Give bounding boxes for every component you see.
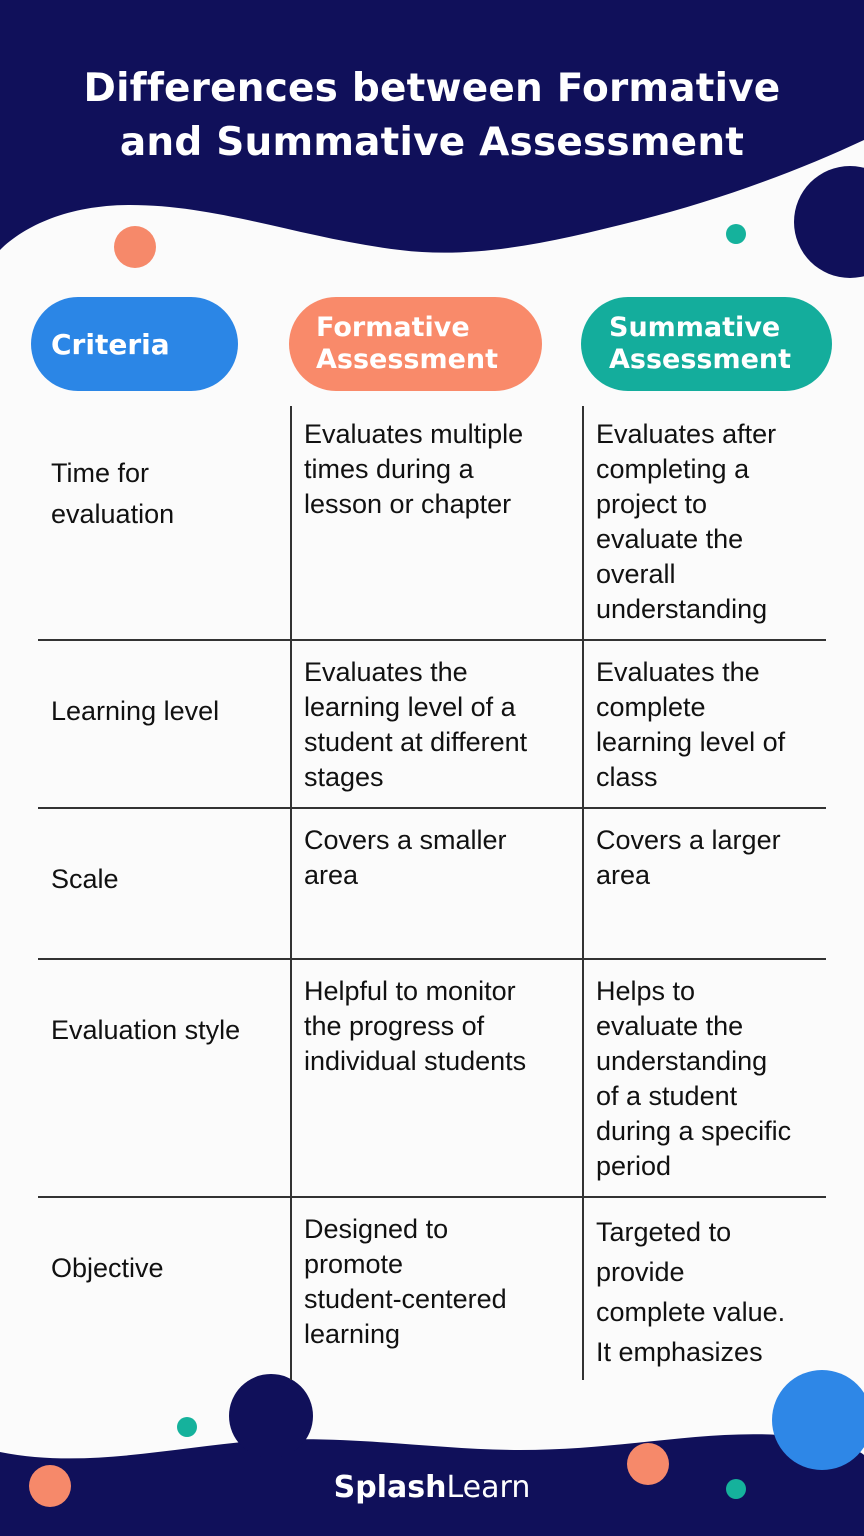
- formative-header-line-2: Assessment: [316, 344, 499, 375]
- row-4-summative-line: during a specific: [596, 1116, 792, 1146]
- row-5-formative-line: learning: [304, 1319, 401, 1349]
- summative-header-line-2: Assessment: [609, 344, 792, 375]
- formative-header-line-1: Formative: [316, 312, 470, 343]
- row-5-formative: [304, 1212, 572, 1352]
- row-1-criteria-line: evaluation: [51, 499, 175, 529]
- row-4-formative-line: individual students: [304, 1046, 527, 1076]
- row-1-summative-line: project to: [596, 489, 708, 519]
- criteria-header-label: Criteria: [51, 327, 170, 361]
- row-2-criteria-line: Learning level: [51, 696, 220, 726]
- row-1-formative-line: Evaluates multiple: [304, 419, 524, 449]
- teal-dot-bottom-left: [177, 1417, 197, 1437]
- row-2-formative-line: Evaluates the: [304, 657, 468, 687]
- row-4-summative-line: period: [596, 1151, 672, 1181]
- row-4-formative-line: the progress of: [304, 1011, 485, 1041]
- navy-circle-top-right: [794, 166, 864, 278]
- row-3-summative-line: Covers a larger: [596, 825, 781, 855]
- title-line-1: Differences between Formative: [83, 66, 781, 111]
- summative-header: [581, 297, 832, 391]
- formative-header: [289, 297, 542, 391]
- brand-bold: Splash: [333, 1470, 447, 1505]
- row-1-summative: [596, 417, 826, 627]
- row-4-formative-line: Helpful to monitor: [304, 976, 516, 1006]
- column-divider-2: [582, 406, 584, 1380]
- navy-circle-bottom: [229, 1374, 313, 1458]
- row-divider-1: [38, 639, 826, 641]
- row-3-formative: [304, 823, 572, 893]
- column-divider-1: [290, 406, 292, 1380]
- row-1-summative-line: overall: [596, 559, 676, 589]
- row-3-formative-line: area: [304, 860, 359, 890]
- row-4-formative: [304, 974, 572, 1079]
- row-2-formative: [304, 655, 572, 795]
- criteria-header: [31, 297, 238, 391]
- row-5-summative-line: Targeted to: [596, 1217, 732, 1247]
- row-4-summative: [596, 974, 826, 1184]
- row-1-criteria-line: Time for: [51, 458, 150, 488]
- summative-header-line-1: Summative: [609, 312, 781, 343]
- row-2-formative-line: learning level of a: [304, 692, 516, 722]
- row-5-criteria-line: Objective: [51, 1253, 164, 1283]
- row-2-summative-line: class: [596, 762, 658, 792]
- teal-dot-top: [726, 224, 746, 244]
- row-1-formative: [304, 417, 572, 522]
- row-4-summative-line: of a student: [596, 1081, 738, 1111]
- row-1-criteria: [51, 456, 283, 532]
- row-5-summative-line: provide: [596, 1257, 685, 1287]
- row-1-formative-line: lesson or chapter: [304, 489, 512, 519]
- orange-dot-top: [114, 226, 156, 268]
- row-1-summative-line: Evaluates after: [596, 419, 777, 449]
- row-5-formative-line: promote: [304, 1249, 404, 1279]
- splashlearn-logo: [0, 1470, 864, 1505]
- title-line-2: and Summative Assessment: [119, 120, 745, 165]
- row-4-criteria: [51, 1013, 283, 1048]
- row-5-formative-line: Designed to: [304, 1214, 449, 1244]
- row-divider-2: [38, 807, 826, 809]
- row-3-summative: [596, 823, 826, 893]
- row-3-summative-line: area: [596, 860, 651, 890]
- row-1-summative-line: completing a: [596, 454, 750, 484]
- row-4-summative-line: Helps to: [596, 976, 696, 1006]
- row-divider-4: [38, 1196, 826, 1198]
- row-1-summative-line: evaluate the: [596, 524, 744, 554]
- brand-light: Learn: [446, 1470, 531, 1505]
- row-5-criteria: [51, 1251, 283, 1286]
- row-5-formative-line: student-centered: [304, 1284, 507, 1314]
- row-2-criteria: [51, 694, 283, 729]
- row-divider-3: [38, 958, 826, 960]
- row-3-criteria: [51, 862, 283, 897]
- row-3-formative-line: Covers a smaller: [304, 825, 507, 855]
- row-2-summative-line: complete: [596, 692, 706, 722]
- row-5-summative: [596, 1212, 826, 1372]
- page-title: [0, 62, 864, 170]
- row-5-summative-line: It emphasizes: [596, 1337, 763, 1367]
- row-2-formative-line: student at different: [304, 727, 528, 757]
- row-3-criteria-line: Scale: [51, 864, 119, 894]
- row-2-summative-line: learning level of: [596, 727, 786, 757]
- row-2-formative-line: stages: [304, 762, 384, 792]
- row-1-formative-line: times during a: [304, 454, 474, 484]
- row-1-summative-line: understanding: [596, 594, 768, 624]
- row-4-summative-line: evaluate the: [596, 1011, 744, 1041]
- row-5-summative-line: complete value.: [596, 1297, 786, 1327]
- row-2-summative-line: Evaluates the: [596, 657, 760, 687]
- row-2-summative: [596, 655, 826, 795]
- row-4-summative-line: understanding: [596, 1046, 768, 1076]
- row-4-criteria-line: Evaluation style: [51, 1015, 241, 1045]
